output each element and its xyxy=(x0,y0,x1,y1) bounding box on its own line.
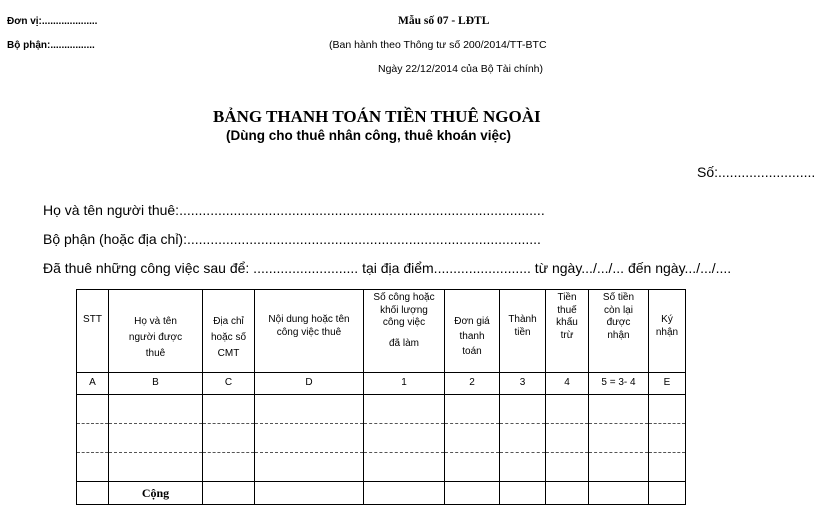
column-code: D xyxy=(255,373,364,395)
renter-name-field: Họ và tên người thuê:.............................................................................................. xyxy=(43,202,545,218)
table-cell[interactable] xyxy=(546,424,589,453)
table-cell[interactable] xyxy=(500,424,546,453)
department-label: Bộ phận:................ xyxy=(7,40,95,51)
table-row xyxy=(77,453,686,482)
column-code: 5 = 3- 4 xyxy=(589,373,649,395)
table-cell[interactable] xyxy=(649,424,686,453)
form-number: Mẫu số 07 - LĐTL xyxy=(398,15,490,27)
table-cell[interactable] xyxy=(109,395,203,424)
table-cell[interactable] xyxy=(203,453,255,482)
table-cell xyxy=(77,482,109,505)
column-code: E xyxy=(649,373,686,395)
page-subtitle: (Dùng cho thuê nhân công, thuê khoán việc) xyxy=(226,128,512,143)
table-cell[interactable] xyxy=(203,395,255,424)
col-header-stt: STT xyxy=(77,290,109,373)
col-header-workload: Số công hoặc khối lượng công việc đã làm xyxy=(364,290,445,373)
table-cell[interactable] xyxy=(77,395,109,424)
table-cell[interactable] xyxy=(445,395,500,424)
col-header-amount: Thành tiền xyxy=(500,290,546,373)
table-cell[interactable] xyxy=(649,453,686,482)
table-row xyxy=(77,424,686,453)
table-cell[interactable] xyxy=(445,453,500,482)
column-code-row xyxy=(77,373,686,395)
table-cell[interactable] xyxy=(255,482,364,505)
table-cell[interactable] xyxy=(255,453,364,482)
column-code: C xyxy=(203,373,255,395)
column-code: 3 xyxy=(500,373,546,395)
col-header-unit-price: Đơn giá thanh toán xyxy=(445,290,500,373)
total-row xyxy=(77,482,686,505)
column-code: 4 xyxy=(546,373,589,395)
table-cell[interactable] xyxy=(500,453,546,482)
unit-label: Đơn vị:.................... xyxy=(7,16,98,27)
table-cell[interactable] xyxy=(649,395,686,424)
table-cell[interactable] xyxy=(109,453,203,482)
table-cell[interactable] xyxy=(546,453,589,482)
col-header-remaining: Số tiền còn lại được nhận xyxy=(589,290,649,373)
table-cell[interactable] xyxy=(649,482,686,505)
table-cell[interactable] xyxy=(77,424,109,453)
table-cell[interactable] xyxy=(364,424,445,453)
issued-by: (Ban hành theo Thông tư số 200/2014/TT-BTC xyxy=(329,39,547,51)
table-cell[interactable] xyxy=(77,453,109,482)
table-cell[interactable] xyxy=(445,482,500,505)
table-cell[interactable] xyxy=(500,395,546,424)
table-cell[interactable] xyxy=(445,424,500,453)
table-cell[interactable] xyxy=(203,424,255,453)
col-header-sign: Ký nhận xyxy=(649,290,686,373)
table-cell[interactable] xyxy=(589,482,649,505)
column-code: B xyxy=(109,373,203,395)
table-cell[interactable] xyxy=(546,482,589,505)
table-cell[interactable] xyxy=(364,395,445,424)
column-code: 1 xyxy=(364,373,445,395)
column-code: A xyxy=(77,373,109,395)
col-header-content: Nội dung hoặc tên công việc thuê xyxy=(255,290,364,373)
table-cell[interactable] xyxy=(364,482,445,505)
table-cell[interactable] xyxy=(500,482,546,505)
document-number: Số:......................... xyxy=(697,164,816,180)
table-cell[interactable] xyxy=(589,453,649,482)
table-row xyxy=(77,395,686,424)
table-cell[interactable] xyxy=(364,453,445,482)
page-title: BẢNG THANH TOÁN TIỀN THUÊ NGOÀI xyxy=(213,107,541,126)
payment-table xyxy=(76,289,686,505)
table-cell[interactable] xyxy=(255,424,364,453)
col-header-tax: Tiền thuế khấu trừ xyxy=(546,290,589,373)
total-label: Cộng xyxy=(109,482,203,505)
table-cell[interactable] xyxy=(255,395,364,424)
table-cell[interactable] xyxy=(109,424,203,453)
table-cell[interactable] xyxy=(589,395,649,424)
col-header-name: Họ và tên người được thuê xyxy=(109,290,203,373)
work-description-field: Đã thuê những công việc sau để: ........................... tại địa điểm......................... từ ngày.../.../... đến ngày.../.../.... xyxy=(43,260,732,276)
table-cell[interactable] xyxy=(589,424,649,453)
column-code: 2 xyxy=(445,373,500,395)
table-cell[interactable] xyxy=(203,482,255,505)
table-header-row xyxy=(77,290,686,373)
issued-date: Ngày 22/12/2014 của Bộ Tài chính) xyxy=(378,63,544,75)
col-header-address: Địa chỉ hoặc số CMT xyxy=(203,290,255,373)
renter-dept-field: Bộ phận (hoặc địa chỉ):........................................................................................... xyxy=(43,231,541,247)
table-cell[interactable] xyxy=(546,395,589,424)
